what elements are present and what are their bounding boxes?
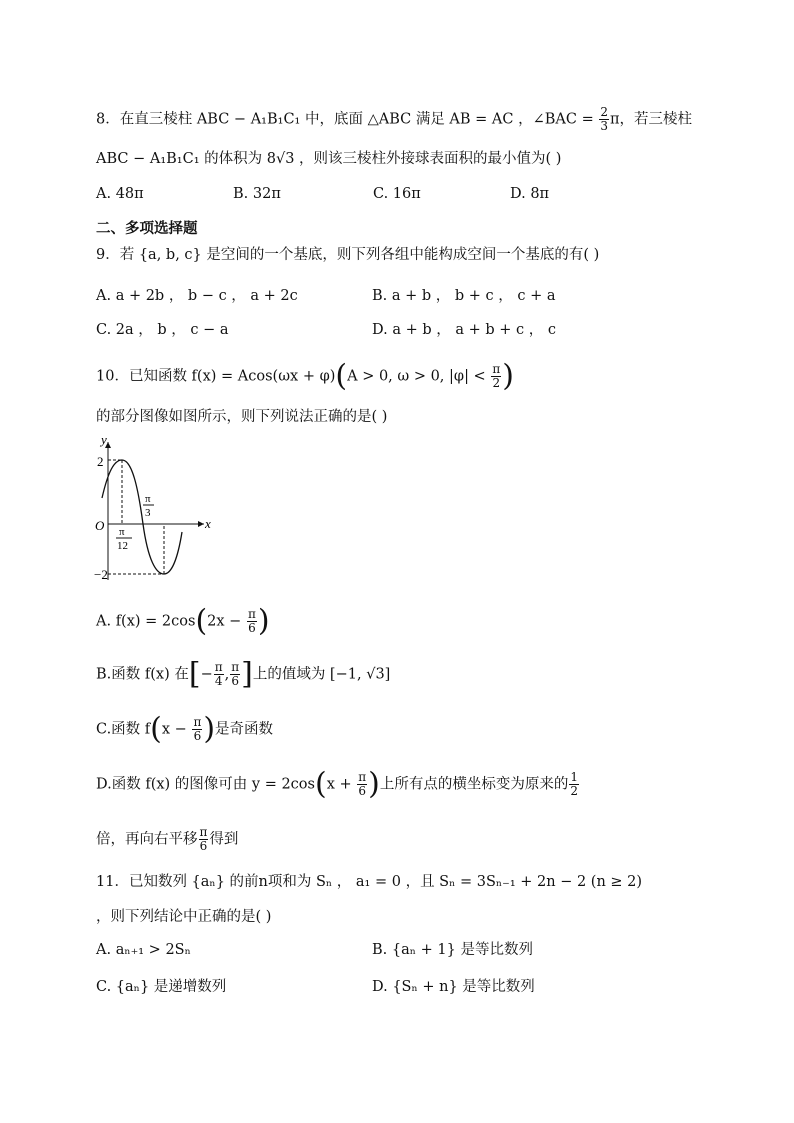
tick-pi-3-num: π: [145, 493, 151, 505]
q10-cond-frac-num: π: [492, 362, 501, 376]
q10-b-tail: 上的值域为: [252, 666, 326, 683]
q10-b-a-den: 4: [214, 674, 223, 688]
q10-c-in: x −: [161, 721, 192, 738]
q10-b-a-num: π: [214, 660, 223, 674]
q10-b-lbracket: [: [188, 656, 201, 692]
q8-option-c: C. 16π: [373, 186, 421, 202]
q10-right-paren: ): [502, 358, 514, 394]
q10-d2-tail: 得到: [209, 831, 239, 848]
q10-a-rparen: ): [257, 603, 270, 639]
q10-a-lparen: (: [195, 603, 208, 639]
q9-option-d: D. a + b ， a + b + c ， c: [372, 322, 556, 338]
q10-cond-fraction: [491, 363, 501, 390]
q10-d-den: 6: [358, 784, 367, 798]
q11-option-c: C. {aₙ} 是递增数列: [96, 979, 227, 995]
q10-d-half-num: 1: [570, 770, 578, 784]
q10-c-lparen: (: [150, 711, 162, 747]
q8-stem-line2: ABC − A₁B₁C₁ 的体积为 8√3 ，则该三棱柱外接球表面积的最小值为( ): [96, 151, 562, 167]
q9-stem: 9．若 {a, b, c} 是空间的一个基底，则下列各组中能构成空间一个基底的有( ): [96, 247, 600, 263]
q10-d-num: π: [358, 770, 367, 784]
q10-left-paren: (: [335, 358, 348, 394]
q10-option-b: B.函数 f(x) 在[− $\frac{\pi}{4}$ , $\frac{\pi}{6}$ ]上的值域为 [−1, √3]: [96, 656, 391, 692]
section-heading: 二、多项选择题: [96, 221, 198, 237]
q9-option-b: B. a + b ， b + c ， c + a: [372, 288, 556, 304]
q10-a-pre: A. f(x) = 2cos: [96, 613, 196, 630]
q10-b-b-den: 6: [231, 674, 239, 688]
q10-d-frac: [357, 771, 367, 798]
q10-option-a: [96, 603, 270, 639]
q8-stem-line1: [96, 106, 692, 133]
q10-d-half-den: 2: [570, 784, 578, 798]
q10-d-rparen: ): [368, 766, 380, 802]
q10-a-in: 2x −: [207, 613, 246, 630]
q10-c-num: π: [193, 715, 202, 729]
q10-b-b-num: π: [231, 660, 240, 674]
q11-stem: 11．已知数列 {aₙ} 的前n项和为 Sₙ ， a₁ = 0 ，且 Sₙ = 3Sₙ₋₁ + 2n − 2 (n ≥ 2): [96, 874, 643, 890]
tick-pi-12-num: π: [119, 526, 125, 538]
q8-option-d: D. 8π: [510, 186, 550, 202]
q10-function-graph: [94, 432, 214, 582]
q8-stem-text: 8．在直三棱柱 ABC − A₁B₁C₁ 中，底面 △ABC 满足 AB = AC ，∠BAC =: [96, 111, 599, 128]
q10-stem-text: 10．已知函数 f(x) = Acos(ωx + φ): [96, 368, 336, 385]
tick-pi-12-den: 12: [117, 540, 128, 552]
q9-option-c: C. 2a ， b ， c − a: [96, 322, 229, 338]
tick-pi-3-den: 3: [145, 507, 151, 519]
q11-option-a: A. aₙ₊₁ > 2Sₙ: [96, 942, 191, 958]
y-axis-label: y: [101, 432, 107, 447]
q10-c-rparen: ): [203, 711, 216, 747]
y-max-label: 2: [97, 454, 104, 469]
q10-d-in: x +: [326, 776, 357, 793]
q8-option-a: A. 48π: [96, 186, 144, 202]
x-axis-label: x: [205, 516, 211, 531]
q10-b-range: −1, √3: [335, 666, 385, 683]
q8-fraction: [599, 106, 609, 133]
q10-c-den: 6: [193, 729, 202, 743]
q10-option-c: [96, 711, 274, 747]
q10-option-d: [96, 766, 580, 802]
q10-d2-pre: 倍，再向右平移: [96, 831, 198, 848]
q10-b-frac-a: [214, 661, 224, 688]
q10-d2-den: 6: [199, 839, 208, 853]
q10-b-rbracket: ]: [241, 656, 253, 692]
q10-a-frac: [247, 608, 257, 635]
q10-d-tail: 上所有点的横坐标变为原来的: [379, 776, 569, 793]
q10-c-tail: 是奇函数: [215, 721, 274, 738]
q10-d-pre: D.函数 f(x) 的图像可由 y = 2cos: [96, 776, 315, 793]
q10-option-d-line2: [96, 826, 238, 853]
q10-a-den: 6: [248, 621, 256, 635]
cosine-curve: [102, 460, 182, 574]
origin-label: O: [95, 518, 105, 533]
q10-b-frac-b: [230, 661, 240, 688]
q10-c-frac: [192, 716, 202, 743]
q10-b-pre: B.函数 f(x) 在: [96, 666, 189, 683]
q10-d2-frac: [199, 826, 209, 853]
q8-frac-den: 3: [600, 119, 608, 133]
y-min-label: −2: [94, 567, 108, 582]
q10-c-pre: C.函数 f: [96, 721, 151, 738]
q11-stem-line2: ，则下列结论中正确的是( ): [96, 909, 272, 925]
q9-option-a: A. a + 2b ， b − c ， a + 2c: [96, 288, 298, 304]
q10-stem: [96, 358, 514, 394]
q8-stem-tail: π，若三棱柱: [609, 111, 693, 128]
q10-d2-num: π: [199, 825, 208, 839]
q8-option-b: B. 32π: [233, 186, 281, 202]
x-axis-arrow: [198, 521, 204, 527]
q8-frac-num: 2: [600, 105, 608, 119]
q10-d-lparen: (: [314, 766, 327, 802]
q10-stem-line2: 的部分图像如图所示，则下列说法正确的是( ): [96, 409, 388, 425]
q10-cond-frac-den: 2: [492, 376, 501, 390]
q11-option-d: D. {Sₙ + n} 是等比数列: [372, 979, 535, 995]
q11-option-b: B. {aₙ + 1} 是等比数列: [372, 942, 533, 958]
q10-d-half: [569, 771, 579, 798]
q10-condition: A > 0, ω > 0, |φ| <: [347, 368, 491, 385]
q10-a-num: π: [247, 607, 256, 621]
